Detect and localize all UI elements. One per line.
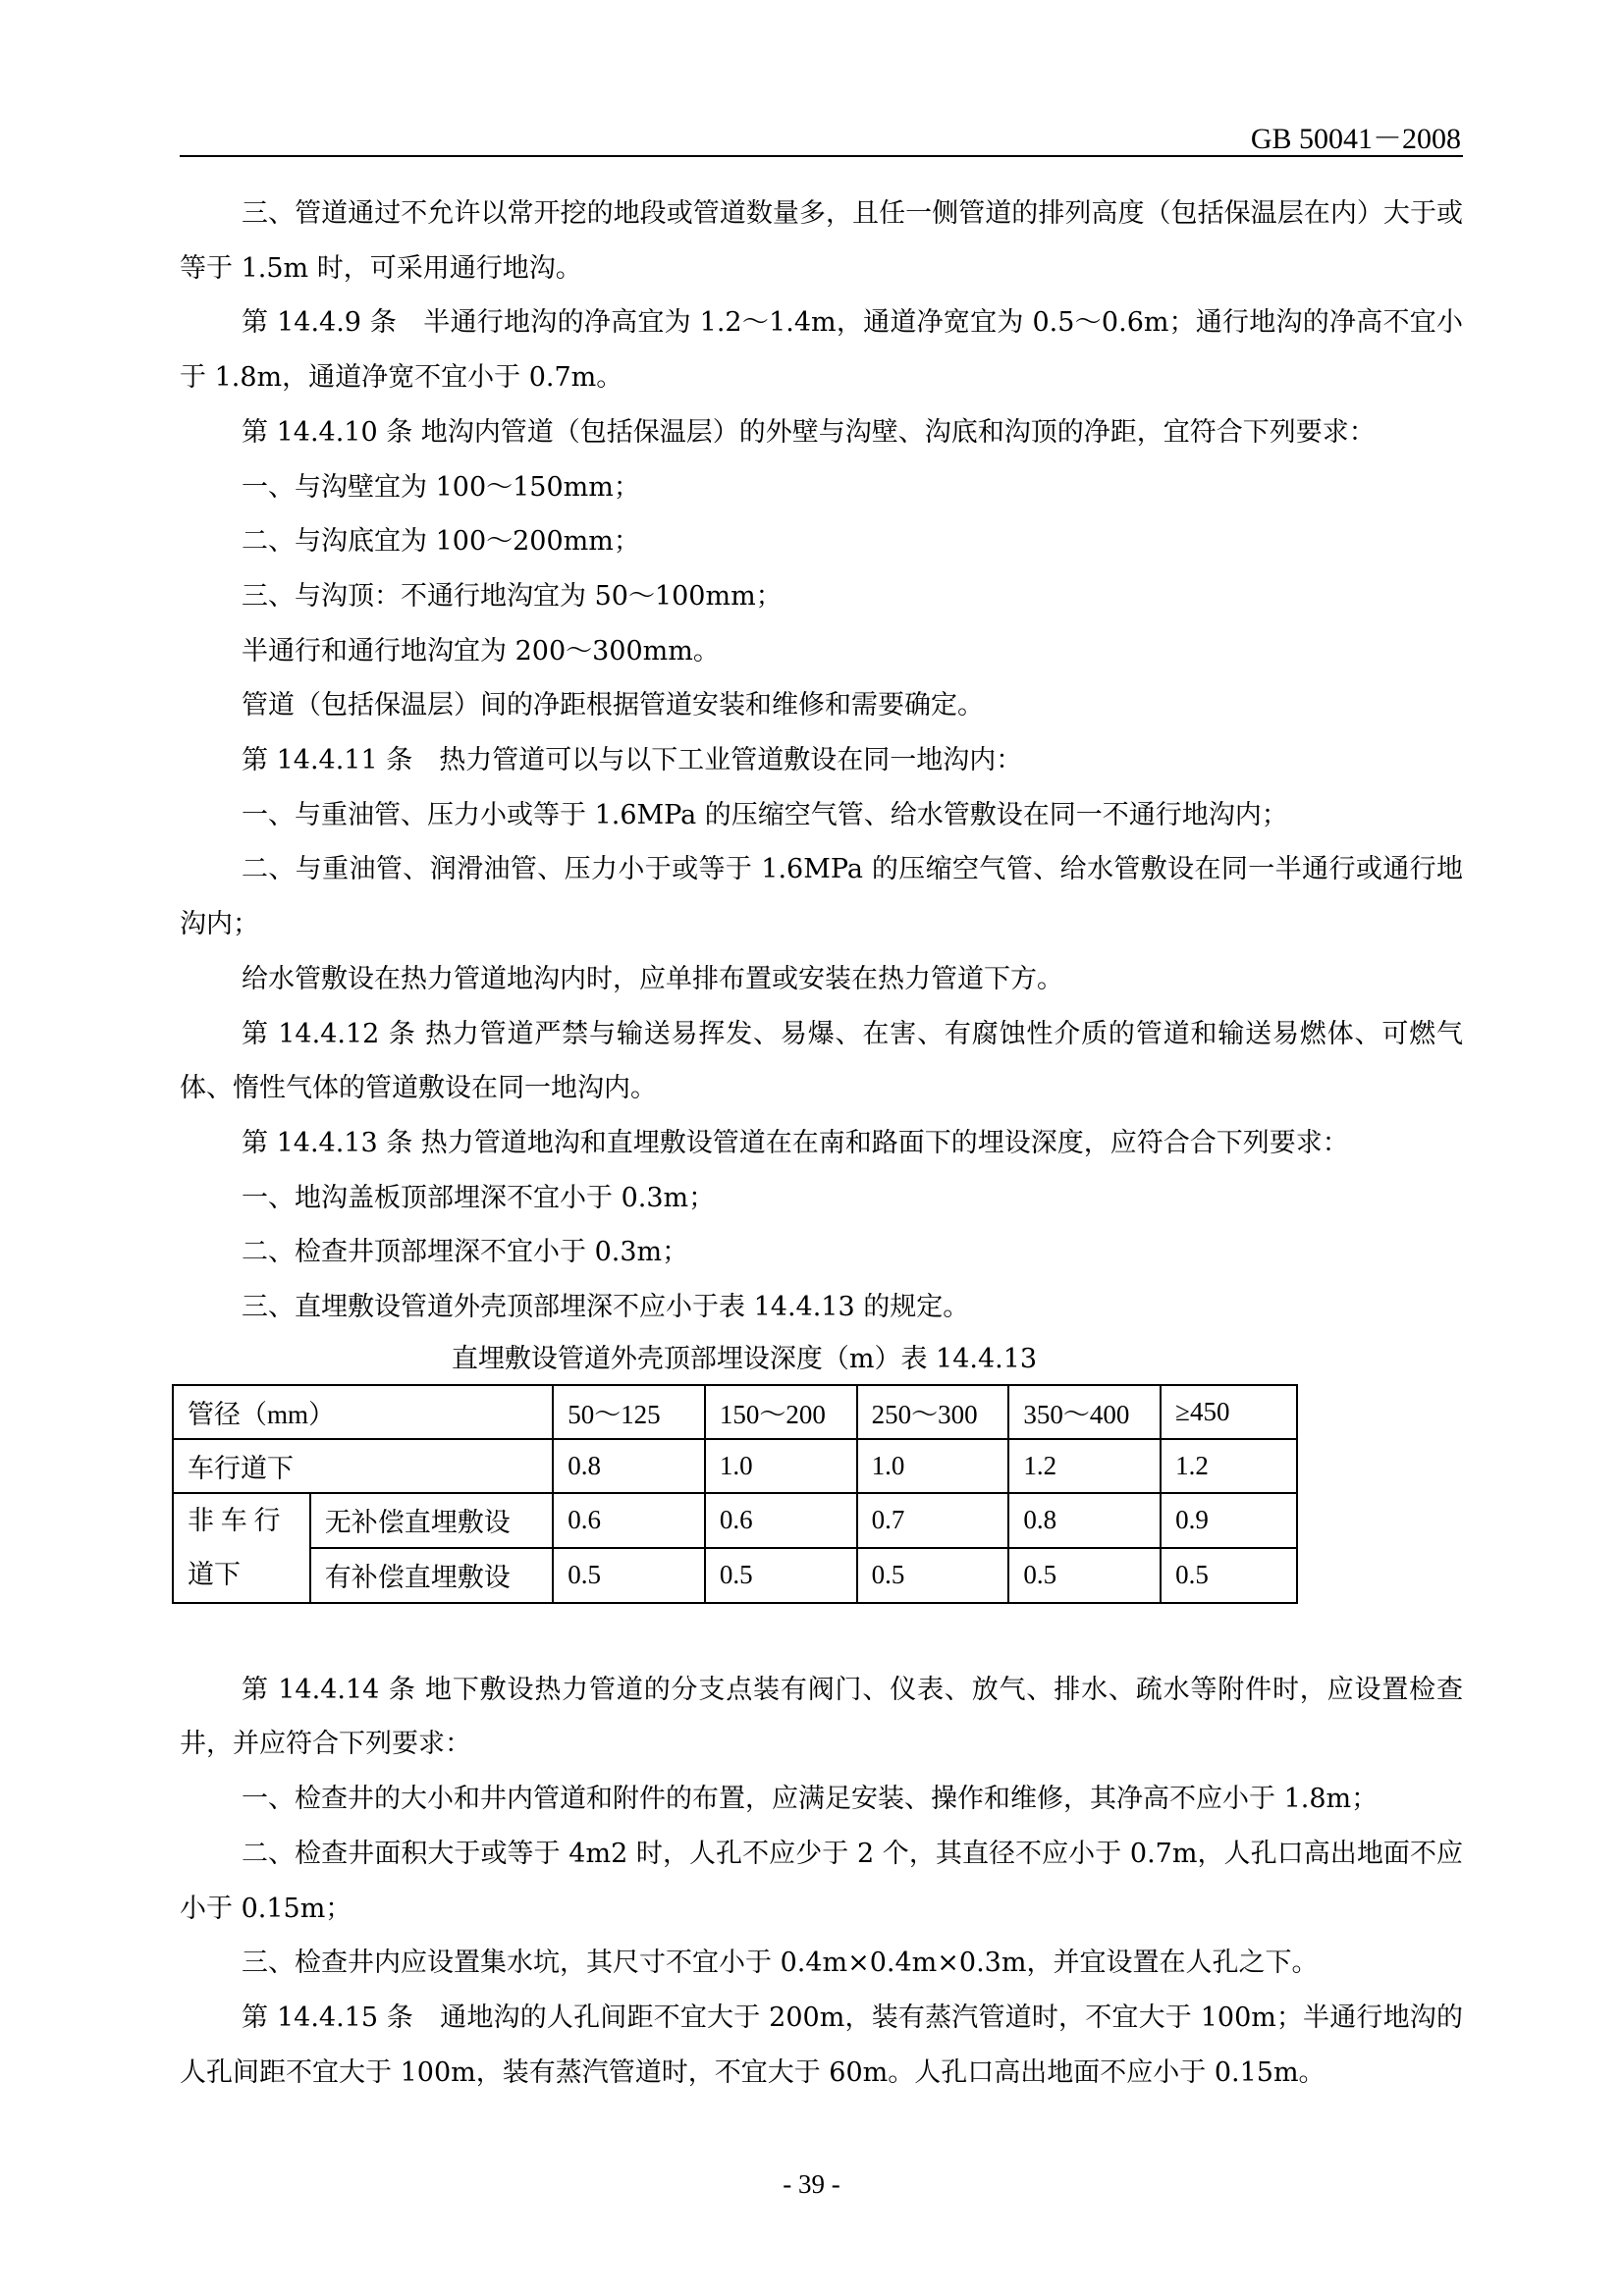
paragraph: 第 14.4.12 条 热力管道严禁与输送易挥发、易爆、在害、有腐蚀性介质的管道和输送易燃体、可燃气体、惰性气体的管道敷设在同一地沟内。 [180, 1018, 1463, 1104]
paragraph: 第 14.4.15 条 通地沟的人孔间距不宜大于 200m，装有蒸汽管道时，不宜大于 100m；半通行地沟的人孔间距不宜大于 100m，装有蒸汽管道时，不宜大于 60m。人孔口高出地面不应小于 0.15m。 [180, 2002, 1463, 2088]
group-label-line: 非 车 行 [188, 1505, 281, 1535]
page-number: - 39 - [783, 2169, 840, 2199]
standard-code: GB 50041－2008 [1250, 123, 1461, 155]
table-cell: 0.5 [1161, 1548, 1297, 1603]
page-header [180, 106, 1463, 157]
header-cell: 250～300 [857, 1385, 1009, 1439]
paragraph: 三、与沟顶：不通行地沟宜为 50～100mm； [242, 580, 783, 612]
paragraph: 二、与沟底宜为 100～200mm； [242, 526, 640, 558]
paragraph: 一、与沟壁宜为 100～150mm； [242, 471, 640, 503]
paragraph: 第 14.4.11 条 热力管道可以与以下工业管道敷设在同一地沟内： [242, 745, 1023, 776]
header-cell: 50～125 [553, 1385, 705, 1439]
paragraph: 第 14.4.13 条 热力管道地沟和直埋敷设管道在在南和路面下的埋设深度，应符合合下列要求： [242, 1127, 1349, 1158]
paragraph: 第 14.4.9 条 半通行地沟的净高宜为 1.2～1.4m，通道净宽宜为 0.5～0.6m；通行地沟的净高不宜小于 1.8m，通道净宽不宜小于 0.7m。 [180, 307, 1463, 394]
paragraph: 二、检查井面积大于或等于 4m2 时，人孔不应少于 2 个，其直径不应小于 0.7m，人孔口高出地面不应小于 0.15m； [180, 1838, 1463, 1924]
spacer [180, 1604, 1463, 1663]
paragraph: 一、与重油管、压力小或等于 1.6MPa 的压缩空气管、给水管敷设在同一不通行地沟内； [242, 799, 1288, 830]
table-cell: 0.5 [857, 1548, 1009, 1603]
row-label: 车行道下 [173, 1439, 553, 1493]
table-row [173, 1493, 1297, 1548]
table-cell: 1.2 [1008, 1439, 1161, 1493]
table-cell: 1.2 [1161, 1439, 1297, 1493]
table-cell: 0.5 [1008, 1548, 1161, 1603]
group-label-line: 道下 [188, 1559, 241, 1589]
table-cell: 1.0 [705, 1439, 857, 1493]
table-cell: 0.6 [553, 1493, 705, 1548]
page-content [180, 187, 1463, 2100]
table-cell: 0.9 [1161, 1493, 1297, 1548]
paragraph: 第 14.4.10 条 地沟内管道（包括保温层）的外壁与沟壁、沟底和沟顶的净距，宜符合下列要求： [242, 416, 1376, 448]
paragraph: 三、直埋敷设管道外壳顶部埋深不应小于表 14.4.13 的规定。 [242, 1292, 970, 1323]
row-label: 有补偿直埋敷设 [310, 1548, 553, 1603]
table-row [173, 1548, 1297, 1603]
table-cell: 0.6 [705, 1493, 857, 1548]
paragraph: 二、与重油管、润滑油管、压力小于或等于 1.6MPa 的压缩空气管、给水管敷设在同一半通行或通行地沟内； [180, 854, 1463, 940]
paragraph: 三、检查井内应设置集水坑，其尺寸不宜小于 0.4m×0.4m×0.3m，并宜设置在人孔之下。 [242, 1948, 1319, 1979]
table-cell: 1.0 [857, 1439, 1009, 1493]
paragraph: 给水管敷设在热力管道地沟内时，应单排布置或安装在热力管道下方。 [242, 963, 1063, 994]
table-row [173, 1439, 1297, 1493]
header-cell: 350～400 [1008, 1385, 1161, 1439]
paragraph: 管道（包括保温层）间的净距根据管道安装和维修和需要确定。 [242, 690, 984, 721]
burial-depth-table [172, 1384, 1298, 1604]
paragraph: 第 14.4.14 条 地下敷设热力管道的分支点装有阀门、仪表、放气、排水、疏水等附件时，应设置检查井，并应符合下列要求： [180, 1674, 1463, 1760]
paragraph: 二、检查井顶部埋深不宜小于 0.3m； [242, 1237, 689, 1268]
header-cell: 管径（mm） [173, 1385, 553, 1439]
header-cell: 150～200 [705, 1385, 857, 1439]
table-cell: 0.5 [553, 1548, 705, 1603]
table-caption: 直埋敷设管道外壳顶部埋设深度（m）表 14.4.13 [451, 1343, 1038, 1374]
paragraph: 半通行和通行地沟宜为 200～300mm。 [242, 635, 720, 667]
table-cell: 0.5 [705, 1548, 857, 1603]
paragraph: 三、管道通过不允许以常开挖的地段或管道数量多，且任一侧管道的排列高度（包括保温层在内）大于或等于 1.5m 时，可采用通行地沟。 [180, 198, 1463, 284]
row-label: 无补偿直埋敷设 [310, 1493, 553, 1548]
table-cell: 0.7 [857, 1493, 1009, 1548]
table-header-row [173, 1385, 1297, 1439]
header-cell: ≥450 [1161, 1385, 1297, 1439]
group-label-cell [173, 1493, 310, 1603]
table-cell: 0.8 [553, 1439, 705, 1493]
paragraph: 一、检查井的大小和井内管道和附件的布置，应满足安装、操作和维修，其净高不应小于 1.8m； [242, 1784, 1379, 1815]
paragraph: 一、地沟盖板顶部埋深不宜小于 0.3m； [242, 1182, 716, 1213]
table-cell: 0.8 [1008, 1493, 1161, 1548]
